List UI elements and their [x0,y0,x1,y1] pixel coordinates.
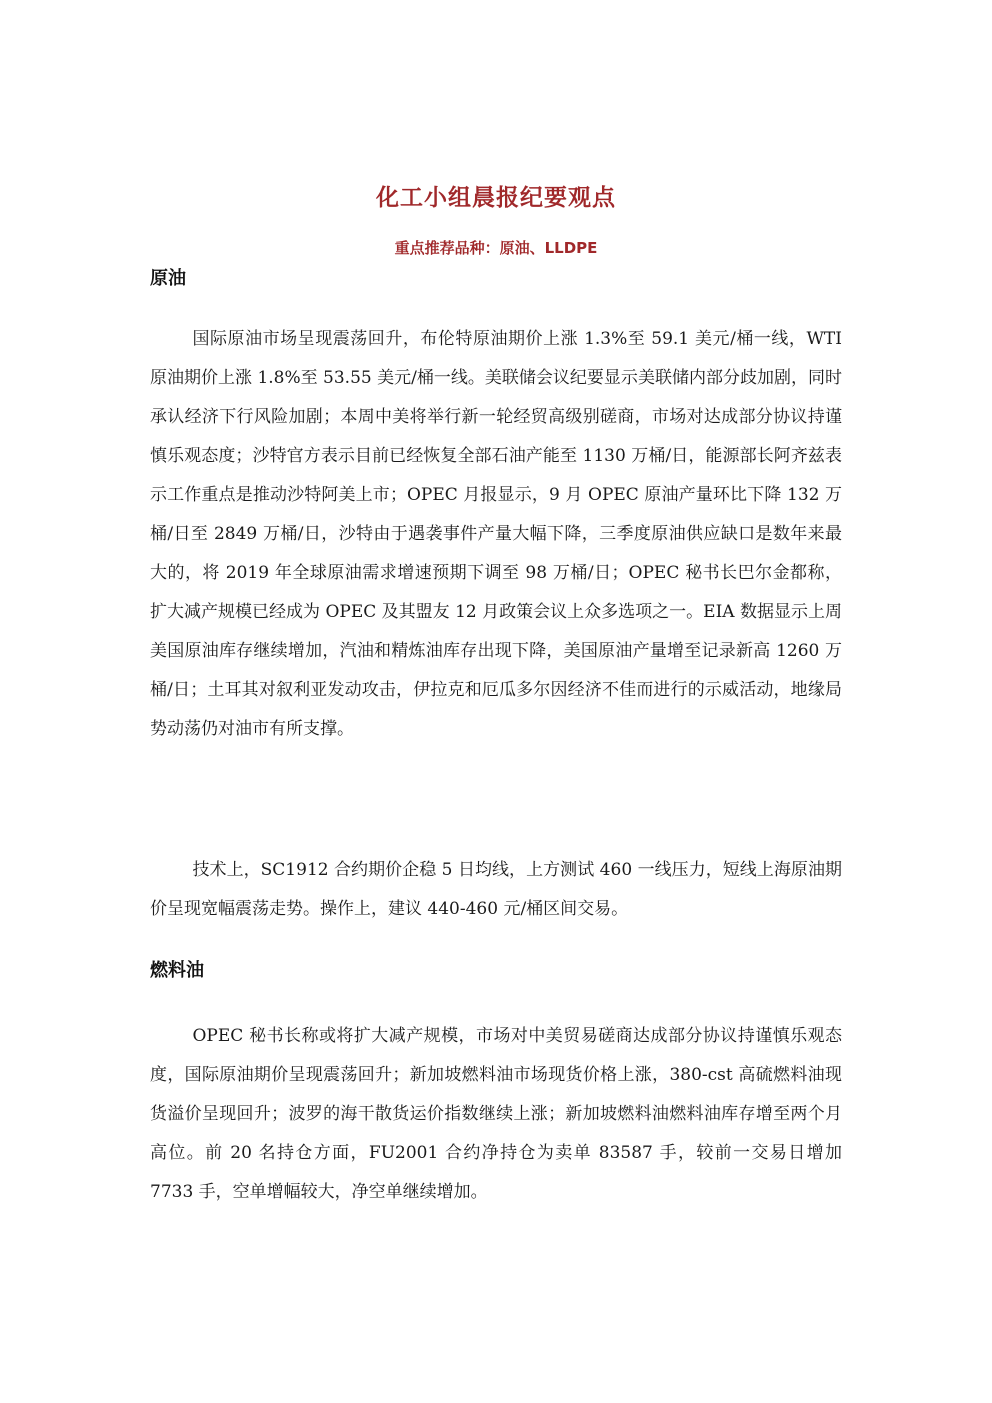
section-heading-crude-oil: 原油 [150,268,186,289]
section-paragraph: 技术上，SC1912 合约期价企稳 5 日均线，上方测试 460 一线压力，短线上海原油期价呈现宽幅震荡走势。操作上，建议 440-460 元/桶区间交易。 [150,860,842,919]
section-heading-fuel-oil: 燃料油 [150,960,204,981]
page-subtitle: 重点推荐品种：原油、LLDPE [394,239,598,257]
section-paragraph: OPEC 秘书长称或将扩大减产规模，市场对中美贸易磋商达成部分协议持谨慎乐观态度，国际原油期价呈现震荡回升；新加坡燃料油市场现货价格上涨，380-cst 高硫燃料油现货溢价呈现回升；波罗的海干散货运价指数继续上涨；新加坡燃料油燃料油库存增至两个月高位。前 20 名持仓方面，FU2001 合约净持仓为卖单 83587 手，较前一交易日增加 7733 手，空单增幅较大，净空单继续增加。 [150,1026,842,1202]
page-title: 化工小组晨报纪要观点 [376,185,616,211]
section-paragraph: 国际原油市场呈现震荡回升，布伦特原油期价上涨 1.3%至 59.1 美元/桶一线，WTI 原油期价上涨 1.8%至 53.55 美元/桶一线。美联储会议纪要显示美联储内部分歧加剧，同时承认经济下行风险加剧；本周中美将举行新一轮经贸高级别磋商，市场对达成部分协议持谨慎乐观态度；沙特官方表示目前已经恢复全部石油产能至 1130 万桶/日，能源部长阿齐兹表示工作重点是推动沙特阿美上市；OPEC 月报显示，9 月 OPEC 原油产量环比下降 132 万桶/日至 2849 万桶/日，沙特由于遇袭事件产量大幅下降，三季度原油供应缺口是数年来最大的，将 2019 年全球原油需求增速预期下调至 98 万桶/日；OPEC 秘书长巴尔金都称，扩大减产规模已经成为 OPEC 及其盟友 12 月政策会议上众多选项之一。EIA 数据显示上周美国原油库存继续增加，汽油和精炼油库存出现下降，美国原油产量增至记录新高 1260 万桶/日；土耳其对叙利亚发动攻击，伊拉克和厄瓜多尔因经济不佳而进行的示威活动，地缘局势动荡仍对油市有所支撑。 [150,329,842,739]
